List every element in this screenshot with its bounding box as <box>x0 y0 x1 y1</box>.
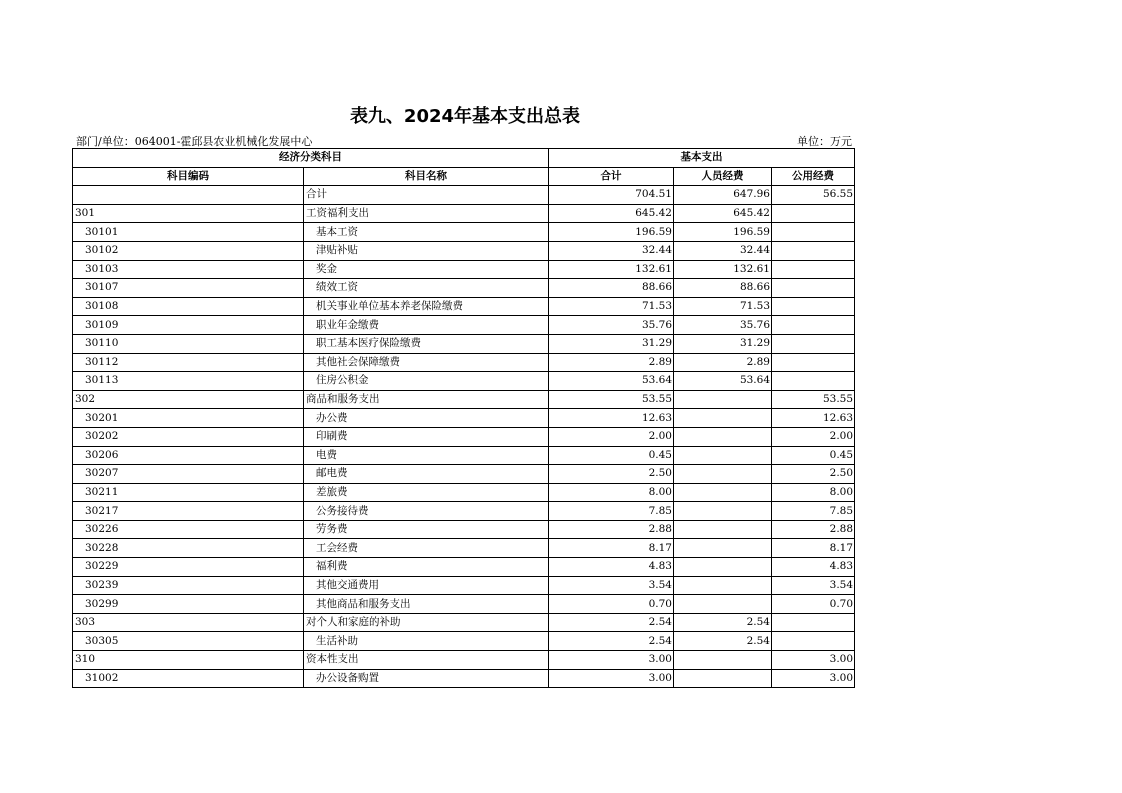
row-code: 30228 <box>73 539 304 558</box>
table-row <box>73 558 855 577</box>
table-row <box>73 409 855 428</box>
row-public: 7.85 <box>772 502 855 521</box>
table-row <box>73 279 855 298</box>
table-row <box>73 465 855 484</box>
row-name: 办公设备购置 <box>304 669 549 688</box>
row-total: 3.00 <box>549 669 674 688</box>
row-personnel <box>674 520 772 539</box>
row-total: 88.66 <box>549 279 674 298</box>
table-row <box>73 372 855 391</box>
table-row <box>73 539 855 558</box>
row-name: 资本性支出 <box>304 651 549 670</box>
row-personnel: 647.96 <box>674 186 772 205</box>
row-personnel <box>674 539 772 558</box>
unit-label: 单位：万元 <box>797 135 852 148</box>
expenditure-table <box>72 148 855 688</box>
row-total: 31.29 <box>549 334 674 353</box>
row-name: 生活补助 <box>304 632 549 651</box>
table-row <box>73 669 855 688</box>
row-total: 196.59 <box>549 223 674 242</box>
row-name: 电费 <box>304 446 549 465</box>
row-code: 30113 <box>73 372 304 391</box>
row-public <box>772 353 855 372</box>
row-public <box>772 241 855 260</box>
page-title: 表九、2024年基本支出总表 <box>349 106 581 127</box>
header-public: 公用经费 <box>772 167 855 186</box>
row-public <box>772 204 855 223</box>
row-name: 劳务费 <box>304 520 549 539</box>
row-public <box>772 372 855 391</box>
row-total: 2.50 <box>549 465 674 484</box>
row-total: 32.44 <box>549 241 674 260</box>
row-code: 30206 <box>73 446 304 465</box>
row-total: 3.54 <box>549 576 674 595</box>
row-personnel <box>674 390 772 409</box>
row-name: 职业年金缴费 <box>304 316 549 335</box>
table-body <box>73 186 855 688</box>
header-column-row <box>73 167 855 186</box>
row-total: 132.61 <box>549 260 674 279</box>
table-row <box>73 316 855 335</box>
table-row <box>73 204 855 223</box>
row-public: 56.55 <box>772 186 855 205</box>
row-code: 30299 <box>73 595 304 614</box>
row-personnel: 2.89 <box>674 353 772 372</box>
row-personnel: 2.54 <box>674 632 772 651</box>
row-code: 30112 <box>73 353 304 372</box>
row-personnel: 53.64 <box>674 372 772 391</box>
row-code: 301 <box>73 204 304 223</box>
row-total: 704.51 <box>549 186 674 205</box>
row-public <box>772 613 855 632</box>
table-row <box>73 241 855 260</box>
row-total: 35.76 <box>549 316 674 335</box>
row-total: 2.00 <box>549 427 674 446</box>
row-code: 30211 <box>73 483 304 502</box>
row-name: 其他社会保障缴费 <box>304 353 549 372</box>
header-code: 科目编码 <box>73 167 304 186</box>
row-code: 30102 <box>73 241 304 260</box>
row-total: 8.17 <box>549 539 674 558</box>
table-row <box>73 613 855 632</box>
row-public <box>772 632 855 651</box>
row-public: 3.54 <box>772 576 855 595</box>
row-public: 8.00 <box>772 483 855 502</box>
row-public: 2.00 <box>772 427 855 446</box>
row-public: 0.70 <box>772 595 855 614</box>
row-name: 差旅费 <box>304 483 549 502</box>
row-personnel: 32.44 <box>674 241 772 260</box>
row-public: 3.00 <box>772 651 855 670</box>
row-code: 30201 <box>73 409 304 428</box>
row-personnel: 196.59 <box>674 223 772 242</box>
table-row <box>73 334 855 353</box>
table-row <box>73 297 855 316</box>
row-public: 12.63 <box>772 409 855 428</box>
row-name: 邮电费 <box>304 465 549 484</box>
row-total: 0.70 <box>549 595 674 614</box>
row-code: 30103 <box>73 260 304 279</box>
row-name: 工资福利支出 <box>304 204 549 223</box>
row-total: 71.53 <box>549 297 674 316</box>
row-public: 2.88 <box>772 520 855 539</box>
row-code: 30101 <box>73 223 304 242</box>
department-label: 部门/单位：064001-霍邱县农业机械化发展中心 <box>76 135 313 148</box>
row-name: 机关事业单位基本养老保险缴费 <box>304 297 549 316</box>
row-personnel: 645.42 <box>674 204 772 223</box>
row-public <box>772 297 855 316</box>
table-row <box>73 353 855 372</box>
row-personnel <box>674 502 772 521</box>
row-personnel <box>674 409 772 428</box>
row-personnel <box>674 558 772 577</box>
table-row <box>73 223 855 242</box>
row-code: 30226 <box>73 520 304 539</box>
table-row <box>73 186 855 205</box>
row-code: 30207 <box>73 465 304 484</box>
row-name: 津贴补贴 <box>304 241 549 260</box>
row-code: 30305 <box>73 632 304 651</box>
row-total: 53.64 <box>549 372 674 391</box>
row-name: 办公费 <box>304 409 549 428</box>
row-total: 0.45 <box>549 446 674 465</box>
row-code: 30229 <box>73 558 304 577</box>
row-code: 30108 <box>73 297 304 316</box>
row-name: 绩效工资 <box>304 279 549 298</box>
row-total: 7.85 <box>549 502 674 521</box>
table-row <box>73 595 855 614</box>
row-total: 4.83 <box>549 558 674 577</box>
row-public: 53.55 <box>772 390 855 409</box>
row-name: 商品和服务支出 <box>304 390 549 409</box>
row-name: 工会经费 <box>304 539 549 558</box>
row-public: 0.45 <box>772 446 855 465</box>
row-public <box>772 316 855 335</box>
row-code: 30109 <box>73 316 304 335</box>
row-name: 对个人和家庭的补助 <box>304 613 549 632</box>
row-name: 奖金 <box>304 260 549 279</box>
row-code: 30239 <box>73 576 304 595</box>
row-total: 2.54 <box>549 632 674 651</box>
table-row <box>73 502 855 521</box>
row-total: 2.88 <box>549 520 674 539</box>
header-name: 科目名称 <box>304 167 549 186</box>
row-code: 310 <box>73 651 304 670</box>
row-code: 30110 <box>73 334 304 353</box>
row-name: 福利费 <box>304 558 549 577</box>
row-code: 30217 <box>73 502 304 521</box>
row-public <box>772 279 855 298</box>
row-public: 3.00 <box>772 669 855 688</box>
header-basic-expenditure: 基本支出 <box>549 149 855 168</box>
row-public: 8.17 <box>772 539 855 558</box>
row-personnel <box>674 651 772 670</box>
row-name: 职工基本医疗保险缴费 <box>304 334 549 353</box>
table-row <box>73 260 855 279</box>
row-public <box>772 260 855 279</box>
header-total: 合计 <box>549 167 674 186</box>
row-name: 公务接待费 <box>304 502 549 521</box>
row-personnel: 88.66 <box>674 279 772 298</box>
row-total: 8.00 <box>549 483 674 502</box>
row-name: 其他交通费用 <box>304 576 549 595</box>
row-personnel <box>674 576 772 595</box>
row-name: 印刷费 <box>304 427 549 446</box>
table-row <box>73 520 855 539</box>
row-code: 302 <box>73 390 304 409</box>
table-row <box>73 446 855 465</box>
row-total: 12.63 <box>549 409 674 428</box>
header-economic-classification: 经济分类科目 <box>73 149 549 168</box>
table-row <box>73 483 855 502</box>
row-personnel <box>674 446 772 465</box>
row-personnel: 2.54 <box>674 613 772 632</box>
row-name: 住房公积金 <box>304 372 549 391</box>
row-name: 合计 <box>304 186 549 205</box>
row-name: 基本工资 <box>304 223 549 242</box>
table-row <box>73 632 855 651</box>
table-row <box>73 576 855 595</box>
row-total: 645.42 <box>549 204 674 223</box>
row-code: 31002 <box>73 669 304 688</box>
row-name: 其他商品和服务支出 <box>304 595 549 614</box>
row-personnel: 31.29 <box>674 334 772 353</box>
row-code <box>73 186 304 205</box>
row-total: 3.00 <box>549 651 674 670</box>
row-public: 2.50 <box>772 465 855 484</box>
row-personnel <box>674 427 772 446</box>
row-total: 2.54 <box>549 613 674 632</box>
row-total: 2.89 <box>549 353 674 372</box>
row-personnel <box>674 669 772 688</box>
row-public <box>772 334 855 353</box>
row-code: 30107 <box>73 279 304 298</box>
table-row <box>73 390 855 409</box>
row-personnel: 132.61 <box>674 260 772 279</box>
header-personnel: 人员经费 <box>674 167 772 186</box>
row-total: 53.55 <box>549 390 674 409</box>
table-row <box>73 651 855 670</box>
row-code: 303 <box>73 613 304 632</box>
row-public: 4.83 <box>772 558 855 577</box>
row-code: 30202 <box>73 427 304 446</box>
row-personnel: 35.76 <box>674 316 772 335</box>
table-row <box>73 427 855 446</box>
row-personnel <box>674 595 772 614</box>
header-group-row <box>73 149 855 168</box>
row-public <box>772 223 855 242</box>
row-personnel <box>674 465 772 484</box>
row-personnel <box>674 483 772 502</box>
row-personnel: 71.53 <box>674 297 772 316</box>
